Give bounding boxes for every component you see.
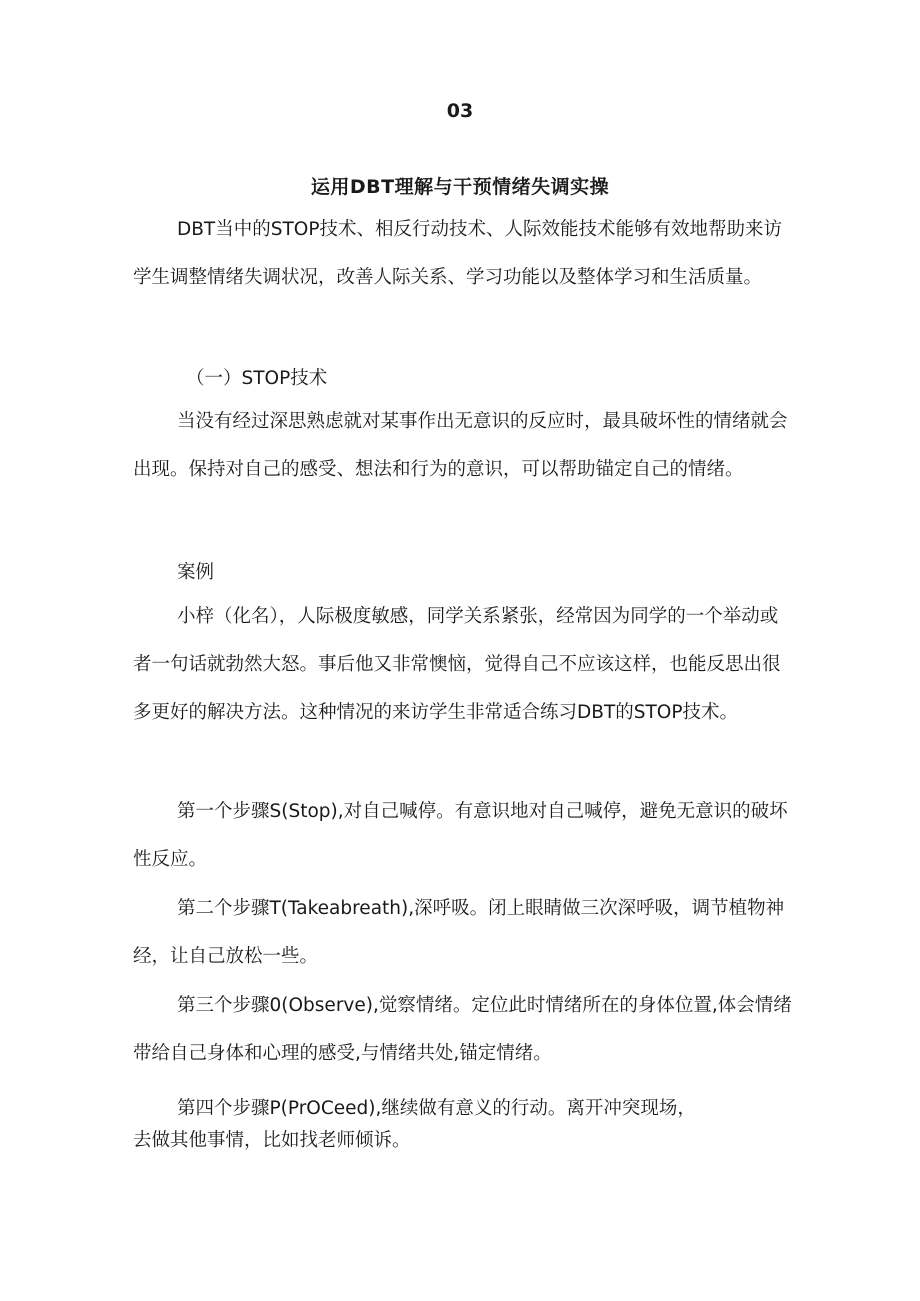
step-4-line-2: 去做其他事情，比如找老师倾诉。 xyxy=(133,1130,411,1151)
section-title: 运用DBT理解与干预情绪失调实操 xyxy=(310,176,610,198)
intro-paragraph: DBT当中的STOP技术、相反行动技术、人际效能技术能够有效地帮助来访学生调整情绪失调状况，改善人际关系、学习功能以及整体学习和生活质量。 xyxy=(133,219,783,288)
case-paragraph: 小梓（化名），人际极度敏感，同学关系紧张，经常因为同学的一个举动或者一句话就勃然大怒。事后他又非常懊恼，觉得自己不应该这样，也能反思出很多更好的解决方法。这种情况的来访学生非常适合练习DBT的STOP技术。 xyxy=(133,606,781,723)
subsection-heading: （一）STOP技术 xyxy=(186,368,328,389)
step-4-line-1: 第四个步骤P(PrOCeed),继续做有意义的行动。离开冲突现场， xyxy=(177,1098,696,1119)
step-2-paragraph: 第二个步骤T(Takeabreath),深呼吸。闭上眼睛做三次深呼吸，调节植物神经，让自己放松一些。 xyxy=(133,898,785,967)
section-number: 03 xyxy=(446,100,474,122)
stop-paragraph: 当没有经过深思熟虑就对某事作出无意识的反应时，最具破坏性的情绪就会出现。保持对自己的感受、想法和行为的意识，可以帮助锚定自己的情绪。 xyxy=(133,411,788,480)
step-3-paragraph: 第三个步骤0(Observe),觉察情绪。定位此时情绪所在的身体位置,体会情绪带给自己身体和心理的感受,与情绪共处,锚定情绪。 xyxy=(133,995,792,1064)
case-label: 案例 xyxy=(177,562,215,583)
step-1-paragraph: 第一个步骤S(Stop),对自己喊停。有意识地对自己喊停，避免无意识的破坏性反应。 xyxy=(133,801,788,870)
